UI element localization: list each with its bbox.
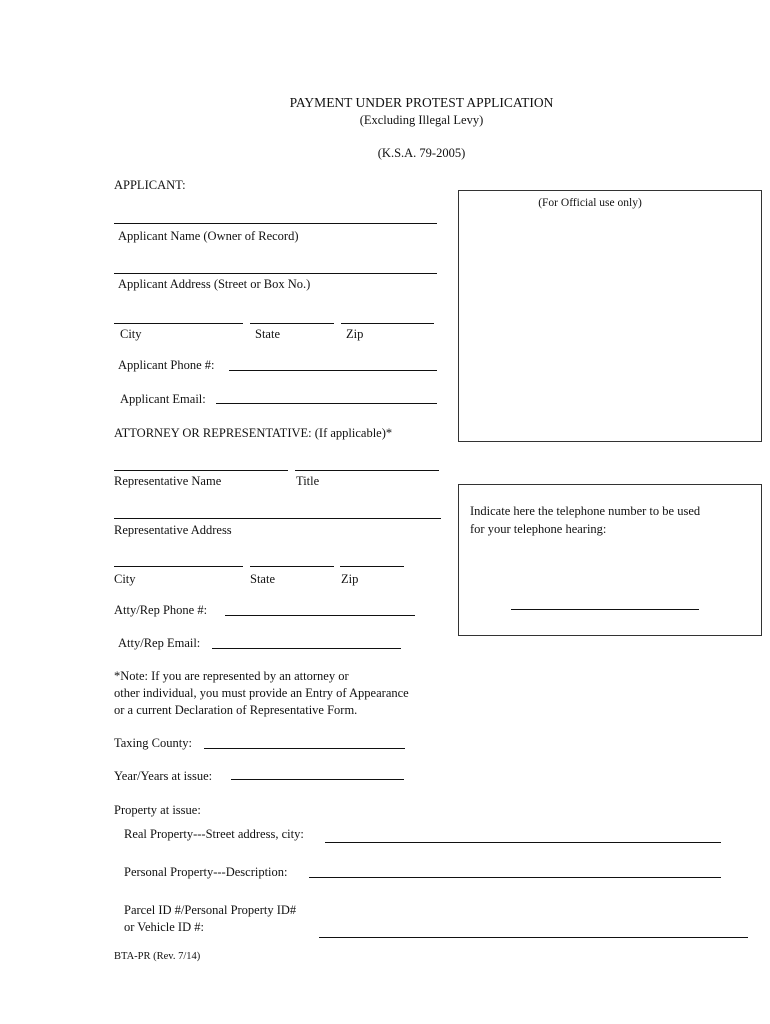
representative-city-label: City [114, 572, 136, 586]
representative-city-field[interactable] [114, 566, 243, 567]
official-use-box [458, 190, 762, 442]
note-line-1: *Note: If you are represented by an attorney or [114, 669, 349, 683]
form-revision-id: BTA-PR (Rev. 7/14) [114, 951, 201, 962]
applicant-name-label: Applicant Name (Owner of Record) [118, 229, 299, 243]
applicant-email-field[interactable] [216, 403, 437, 404]
applicant-name-field[interactable] [114, 223, 437, 224]
applicant-phone-label: Applicant Phone #: [118, 358, 215, 372]
representative-phone-label: Atty/Rep Phone #: [114, 603, 208, 617]
note-line-2: other individual, you must provide an Entry of Appearance [114, 686, 409, 700]
representative-address-label: Representative Address [114, 523, 232, 537]
representative-address-field[interactable] [114, 518, 441, 519]
applicant-city-field[interactable] [114, 323, 243, 324]
telephone-hearing-line2: for your telephone hearing: [470, 522, 607, 536]
applicant-state-field[interactable] [250, 323, 334, 324]
taxing-county-field[interactable] [204, 748, 405, 749]
representative-zip-label: Zip [341, 572, 359, 586]
representative-heading: ATTORNEY OR REPRESENTATIVE: (If applicable)* [114, 426, 393, 440]
telephone-hearing-field[interactable] [511, 609, 699, 610]
representative-name-label: Representative Name [114, 474, 222, 488]
applicant-phone-field[interactable] [229, 370, 437, 371]
representative-title-label: Title [296, 474, 320, 488]
representative-email-label: Atty/Rep Email: [118, 636, 201, 650]
applicant-state-label: State [255, 327, 280, 341]
personal-property-label: Personal Property---Description: [124, 865, 288, 879]
applicant-zip-label: Zip [346, 327, 364, 341]
representative-state-field[interactable] [250, 566, 334, 567]
note-line-3: or a current Declaration of Representative Form. [114, 703, 358, 717]
personal-property-field[interactable] [309, 877, 721, 878]
real-property-label: Real Property---Street address, city: [124, 827, 304, 841]
form-title: PAYMENT UNDER PROTEST APPLICATION [289, 95, 554, 110]
applicant-email-label: Applicant Email: [120, 392, 206, 406]
telephone-hearing-line1: Indicate here the telephone number to be used [470, 504, 701, 518]
representative-email-field[interactable] [212, 648, 401, 649]
years-at-issue-field[interactable] [231, 779, 404, 780]
taxing-county-label: Taxing County: [114, 736, 192, 750]
property-heading: Property at issue: [114, 803, 201, 817]
statute-reference: (K.S.A. 79-2005) [377, 146, 466, 160]
representative-state-label: State [250, 572, 275, 586]
applicant-zip-field[interactable] [341, 323, 434, 324]
representative-phone-field[interactable] [225, 615, 415, 616]
parcel-id-label-line2: or Vehicle ID #: [124, 920, 204, 934]
applicant-address-label: Applicant Address (Street or Box No.) [118, 277, 311, 291]
years-at-issue-label: Year/Years at issue: [114, 769, 213, 783]
parcel-id-field[interactable] [319, 937, 748, 938]
representative-name-field[interactable] [114, 470, 288, 471]
official-use-label: (For Official use only) [538, 197, 642, 209]
telephone-hearing-box [458, 484, 762, 636]
real-property-field[interactable] [325, 842, 721, 843]
parcel-id-label-line1: Parcel ID #/Personal Property ID# [124, 903, 297, 917]
applicant-city-label: City [120, 327, 142, 341]
representative-title-field[interactable] [295, 470, 439, 471]
applicant-heading: APPLICANT: [114, 178, 186, 192]
applicant-address-field[interactable] [114, 273, 437, 274]
form-subtitle: (Excluding Illegal Levy) [359, 113, 484, 127]
representative-zip-field[interactable] [340, 566, 404, 567]
